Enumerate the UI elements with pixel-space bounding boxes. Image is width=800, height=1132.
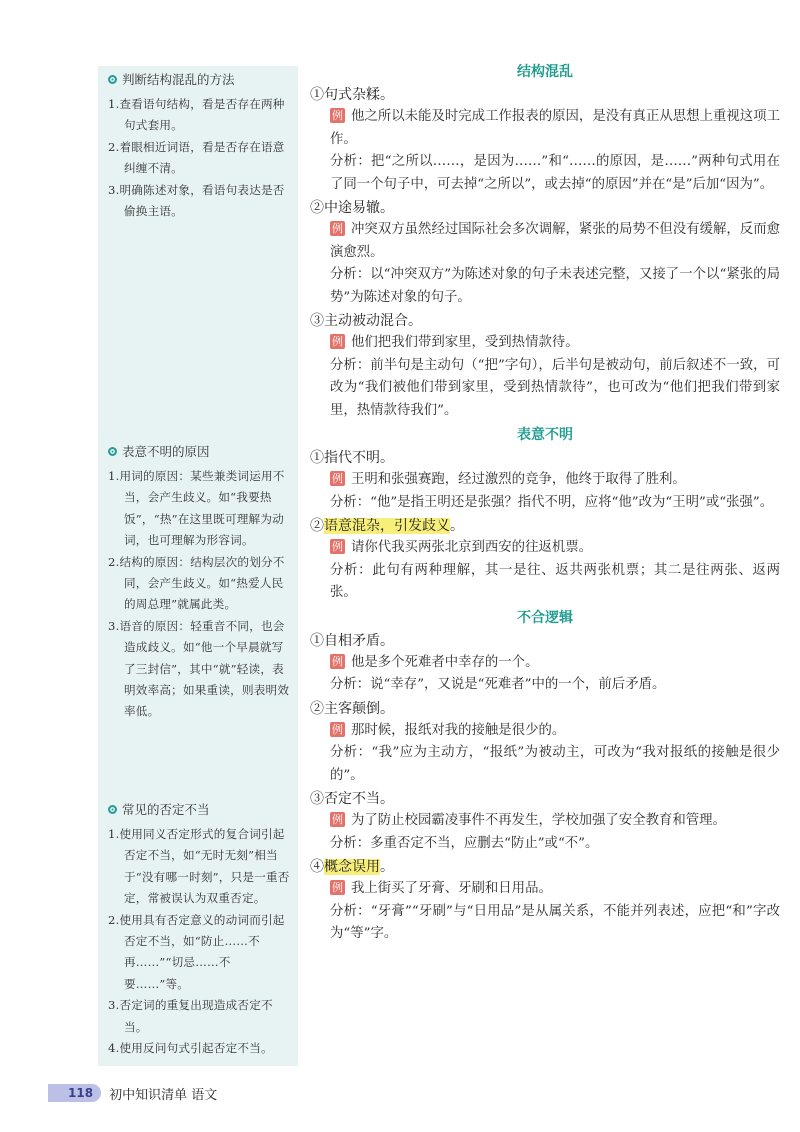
example-line	[310, 810, 780, 833]
analysis-text: 分析：以“冲突双方”为陈述对象的句子未表述完整，又接了一个以“紧张的局势”为陈述对象的句子。	[330, 267, 780, 305]
example-badge: 例	[332, 654, 343, 668]
example-line	[310, 332, 780, 355]
sidebar-item: 1.查看语句结构，看是否存在两种句式套用。	[108, 97, 285, 133]
sidebar-section-title	[108, 70, 294, 88]
example-line	[310, 106, 780, 151]
example-text: 请你代我买两张北京到西安的往返机票。	[351, 540, 593, 555]
bullet-icon	[108, 447, 117, 456]
example-text: 为了防止校园霸凌事件不再发生，学校加强了安全教育和管理。	[351, 813, 726, 828]
heading-suffix: 。	[450, 518, 464, 534]
analysis-text: 分析：多重否定不当，应删去“防止”或“不”。	[330, 835, 599, 851]
item-heading	[310, 856, 780, 878]
bullet-icon	[108, 805, 117, 814]
sidebar-section-negation-errors	[108, 800, 294, 1059]
example-badge: 例	[332, 472, 343, 485]
highlighted-heading: 概念误用	[324, 859, 380, 875]
example-text: 那时候，报纸对我的接触是很少的。	[351, 722, 566, 738]
sidebar-title-text: 常见的否定不当	[122, 802, 210, 817]
sidebar-item: 1.使用同义否定形式的复合词引起否定不当，如“无时无刻”相当于“没有哪一时刻”，只是一重否定，常被误认为双重否定。	[108, 827, 290, 906]
sidebar-item: 4.使用反问句式引起否定不当。	[108, 1041, 273, 1056]
analysis-text: 分析：“我”应为主动方，“报纸”为被动主，可改为“我对报纸的接触是很少的”。	[330, 745, 780, 783]
analysis-text: 分析：“牙膏”“牙刷”与“日用品”是从属关系，不能并列表述，应把“和”字改为“等”字。	[330, 903, 780, 941]
example-badge: 例	[332, 109, 343, 122]
sidebar-item: 3.明确陈述对象，看语句表达是否偷换主语。	[108, 182, 285, 219]
heading-suffix: 。	[380, 859, 394, 875]
example-line	[310, 720, 780, 743]
item-number: ②	[310, 518, 324, 534]
sidebar-title-text: 表意不明的原因	[122, 444, 210, 459]
page-number: 118	[48, 1084, 101, 1102]
sidebar-item: 2.使用具有否定意义的动词而引起否定不当，如“防止……不再……”“切忌……不要……”等。	[108, 912, 285, 991]
section-title: 结构混乱	[517, 64, 573, 80]
analysis-text: 分析：说“幸存”，又说是“死难者”中的一个，前后矛盾。	[330, 677, 666, 692]
example-line	[310, 878, 780, 901]
section-title: 表意不明	[517, 427, 573, 443]
example-badge: 例	[332, 722, 343, 736]
bullet-icon	[108, 75, 117, 84]
example-line	[310, 652, 780, 675]
item-heading: ②主客颠倒。	[310, 700, 394, 717]
sidebar-item: 1.用词的原因：某些兼类词运用不当，会产生歧义。如“我要热饭”，“热”在这里既可理解为动词，也可理解为形容词。	[108, 469, 285, 548]
highlighted-heading: 语意混杂，引发歧义	[324, 518, 450, 534]
example-badge: 例	[332, 881, 343, 894]
analysis-text: 分析：“他”是指王明还是张强？指代不明，应将“他”改为“王明”或“张强”。	[330, 494, 774, 510]
example-line	[310, 537, 780, 560]
analysis-text: 分析：把“之所以……，是因为……”和“……的原因，是……”两种句式用在了同一个句子中，可去掉“之所以”，或去掉“的原因”并在“是”后加“因为”。	[330, 154, 780, 192]
sidebar-item: 2.着眼相近词语，看是否存在语意纠缠不清。	[108, 139, 285, 176]
analysis-text: 分析：此句有两种理解，其一是往、返共两张机票；其二是往两张、返两张。	[330, 562, 780, 600]
book-title: 初中知识清单 语文	[109, 1087, 218, 1103]
sidebar-section-structure-methods	[108, 70, 294, 222]
item-heading: ③否定不当。	[310, 791, 394, 807]
example-text: 他们把我们带到家里，受到热情款待。	[351, 335, 579, 350]
example-badge: 例	[332, 813, 343, 826]
example-text: 王明和张强赛跑，经过激烈的竞争，他终于取得了胜利。	[351, 472, 686, 487]
sidebar-section-title	[108, 442, 294, 460]
item-heading	[310, 515, 780, 537]
main-content	[310, 60, 780, 947]
sidebar-title-text: 判断结构混乱的方法	[122, 72, 235, 87]
example-line	[310, 219, 780, 264]
example-text: 冲突双方虽然经过国际社会多次调解，紧张的局势不但没有缓解，反而愈演愈烈。	[330, 222, 780, 260]
sidebar-section-title	[108, 800, 294, 818]
example-line	[310, 469, 780, 492]
sidebar-item: 2.结构的原因：结构层次的划分不同，会产生歧义。如“热爱人民的周总理”就属此类。	[108, 554, 285, 612]
example-badge: 例	[332, 222, 343, 235]
sidebar-item: 3.语音的原因：轻重音不同，也会造成歧义。如“他一个早晨就写了三封信”，其中“就”轻读，表明效率高；如果重读，则表明效率低。	[108, 618, 290, 719]
example-text: 我上街买了牙膏、牙刷和日用品。	[351, 881, 552, 896]
sidebar-section-ambiguity-causes	[108, 442, 294, 723]
example-badge: 例	[332, 540, 343, 553]
sidebar-item: 3.否定词的重复出现造成否定不当。	[108, 998, 273, 1034]
item-heading: ③主动被动混合。	[310, 313, 422, 329]
analysis-text: 分析：前半句是主动句（“把”字句），后半句是被动句，前后叙述不一致，可改为“我们被他们带到家里，受到热情款待”，也可改为“他们把我们带到家里，热情款待我们”。	[330, 357, 780, 418]
example-text: 他是多个死难者中幸存的一个。	[351, 654, 539, 670]
item-heading: ①句式杂糅。	[310, 87, 394, 103]
item-number: ④	[310, 859, 324, 875]
example-badge: 例	[332, 335, 343, 348]
item-heading: ①自相矛盾。	[310, 632, 394, 649]
example-text: 他之所以未能及时完成工作报表的原因，是没有真正从思想上重视这项工作。	[330, 109, 780, 147]
page-footer	[48, 1082, 217, 1104]
item-heading: ①指代不明。	[310, 450, 394, 466]
section-title: 不合逻辑	[517, 609, 573, 626]
item-heading: ②中途易辙。	[310, 200, 394, 216]
